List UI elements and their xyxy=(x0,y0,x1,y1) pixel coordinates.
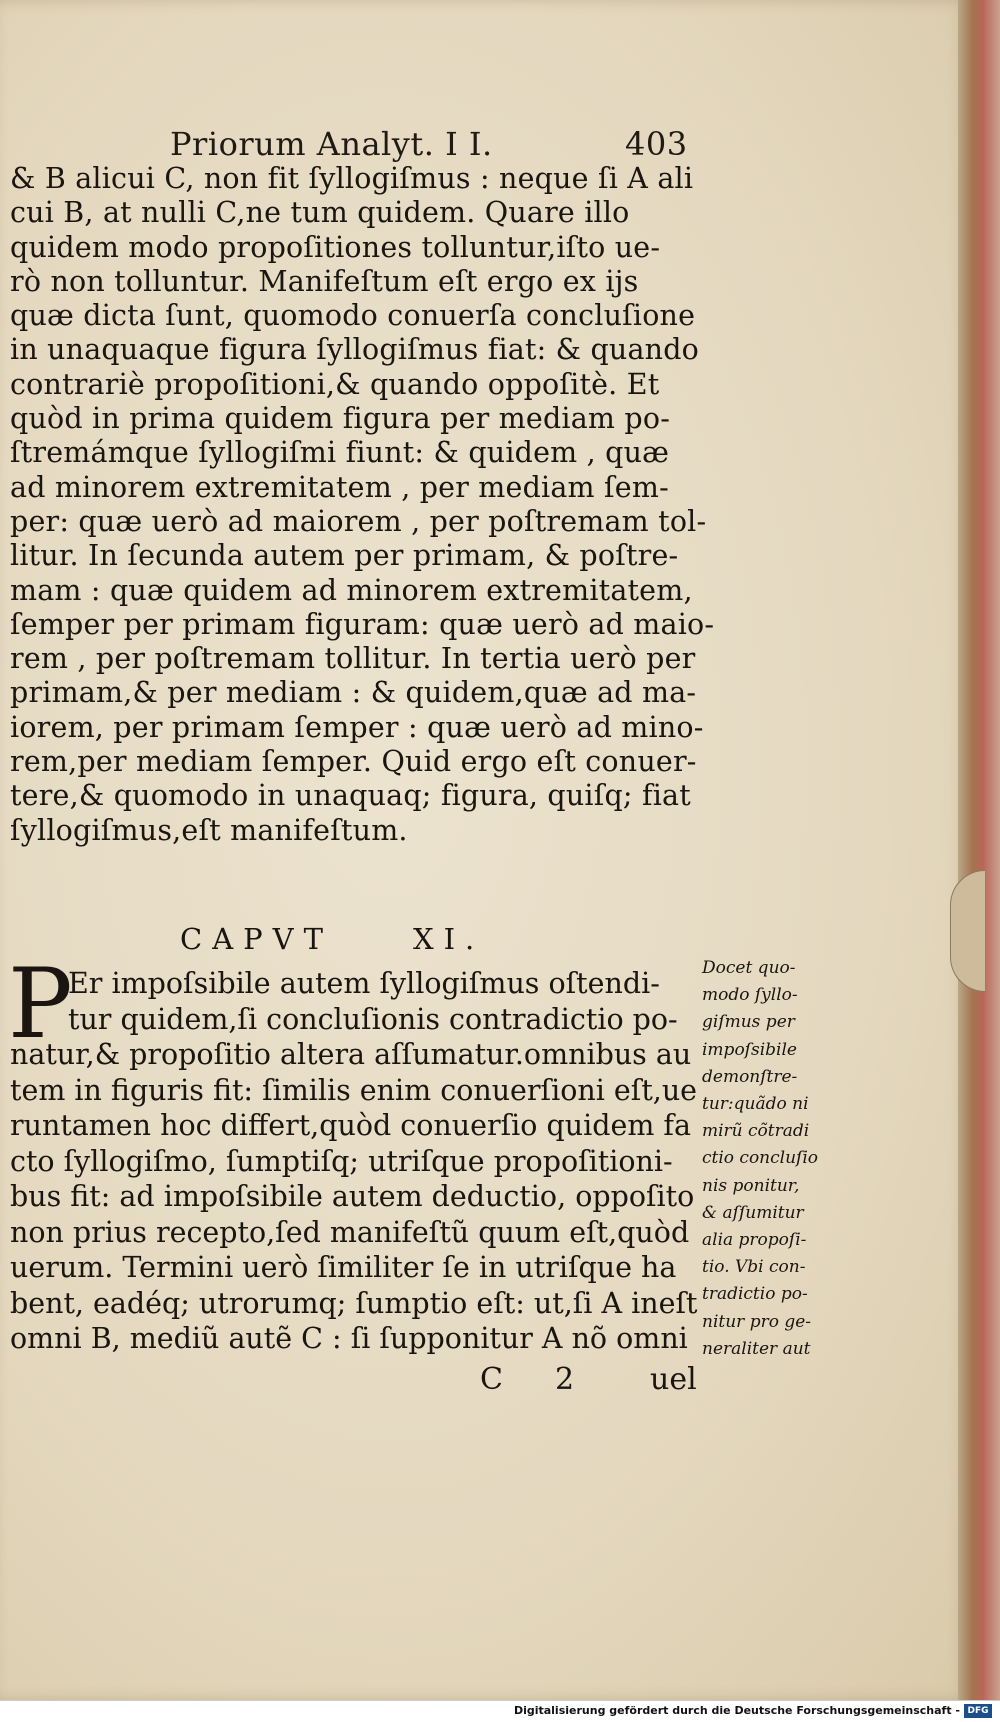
text-line: litur. In ſecunda autem per primam, & poſtre- xyxy=(10,539,679,573)
text-line: tur quidem,ſi concluſionis contradictio po- xyxy=(68,1002,678,1036)
text-line: iorem, per primam ſemper : quæ uerò ad mino- xyxy=(10,710,704,744)
footer-bar xyxy=(0,1700,1000,1722)
text-line: quòd in prima quidem figura per mediam po- xyxy=(10,402,671,436)
text-line: in unaquaque figura ſyllogiſmus fiat: & quando xyxy=(10,333,700,367)
running-head xyxy=(170,125,690,163)
text-line: primam,& per mediam : & quidem,quæ ad ma- xyxy=(10,676,697,710)
text-line: ſemper per primam figuram: quæ uerò ad maio- xyxy=(10,607,715,641)
dfg-logo: DFG xyxy=(964,1704,992,1718)
text-line: cui B, at nulli C,ne tum quidem. Quare illo xyxy=(10,196,630,230)
text-line: per: quæ uerò ad maiorem , per poſtremam tol- xyxy=(10,504,707,538)
text-line: ſtremámque ſyllogiſmi fiunt: & quidem , quæ xyxy=(10,436,670,470)
text-line: tere,& quomodo in unaquaq; figura, quiſq; fiat xyxy=(10,779,691,813)
margin-note-line: nitur pro ge- xyxy=(702,1311,812,1332)
text-line: omni B, mediũ autẽ C : ſi ſupponitur A nõ omni xyxy=(10,1322,688,1355)
chapter-word: CAPVT xyxy=(180,922,333,956)
chapter-heading xyxy=(180,922,564,956)
text-line: Er impoſsibile autem ſyllogiſmus oſtendi- xyxy=(68,967,660,1000)
margin-note-line: neraliter aut xyxy=(702,1338,811,1359)
text-line: ſyllogiſmus,eſt manifeſtum. xyxy=(10,813,408,847)
running-head-title: Priorum Analyt. I I. xyxy=(170,125,493,163)
margin-note-line: ctio concluſio xyxy=(702,1148,819,1169)
text-line: natur,& propoſitio altera aſſumatur.omnibus au xyxy=(10,1038,692,1071)
margin-note-line: modo ſyllo- xyxy=(702,985,798,1006)
chapter-text xyxy=(10,966,700,1357)
signature-mark: C xyxy=(480,1362,503,1397)
text-line: mam : quæ quidem ad minorem extremitatem, xyxy=(10,573,693,607)
chapter-number: XI. xyxy=(412,922,485,956)
body-text xyxy=(10,162,715,848)
text-line: rò non tolluntur. Manifeſtum eſt ergo ex ijs xyxy=(10,264,639,298)
margin-note-line: & aſſumitur xyxy=(702,1202,804,1223)
text-line: cto ſyllogiſmo, ſumptiſq; utriſque propoſitioni- xyxy=(10,1144,673,1178)
margin-note-line: Docet quo- xyxy=(702,958,796,978)
bookmark-tab xyxy=(950,870,985,992)
margin-note-line: tradictio po- xyxy=(702,1284,808,1305)
page-edge xyxy=(958,0,1000,1700)
drop-cap-initial: P xyxy=(8,948,73,1060)
text-line: rem , per poſtremam tollitur. In tertia uerò per xyxy=(10,642,696,676)
margin-note-line: nis ponitur, xyxy=(702,1175,800,1196)
text-line: bent, eadéq; utrorumq; ſumptio eſt: ut,ſi A ineſt xyxy=(10,1286,698,1320)
funding-notice: Digitalisierung gefördert durch die Deutsche Forschungsgemeinschaft - xyxy=(513,1704,960,1717)
margin-note-line: mirũ cõtradi xyxy=(702,1121,810,1142)
margin-note-line: impoſsibile xyxy=(702,1039,797,1060)
margin-note xyxy=(702,955,852,1363)
catchword: uel xyxy=(650,1362,697,1397)
text-line: quidem modo propoſitiones tolluntur,iſto ue- xyxy=(10,230,661,264)
signature-number: 2 xyxy=(555,1362,575,1397)
text-line: ad minorem extremitatem , per mediam ſem- xyxy=(10,470,669,504)
text-line: rem,per mediam ſemper. Quid ergo eſt conuer- xyxy=(10,745,697,779)
text-line: contrariè propoſitioni,& quando oppoſitè. Et xyxy=(10,367,660,401)
margin-note-line: demonſtre- xyxy=(702,1066,798,1087)
text-line: quæ dicta ſunt, quomodo conuerſa concluſione xyxy=(10,299,696,333)
text-line: & B alicui C, non fit ſyllogiſmus : neque ſi A ali xyxy=(10,162,694,195)
margin-note-line: tio. Vbi con- xyxy=(702,1257,806,1278)
margin-note-line: tur:quãdo ni xyxy=(702,1094,809,1115)
text-line: bus fit: ad impoſsibile autem deductio, oppoſito xyxy=(10,1180,695,1213)
margin-note-line: giſmus per xyxy=(702,1012,795,1033)
text-line: tem in figuris fit: ſimilis enim conuerſioni eſt,ue xyxy=(10,1073,698,1107)
text-line: runtamen hoc differt,quòd conuerſio quidem fa xyxy=(10,1109,691,1142)
margin-note-line: alia propoſi- xyxy=(702,1230,807,1251)
page-number: 403 xyxy=(625,125,688,163)
text-line: non prius recepto,ſed manifeſtũ quum eſt,quòd xyxy=(10,1215,690,1249)
text-line: uerum. Termini uerò ſimiliter ſe in utriſque ha xyxy=(10,1251,677,1284)
